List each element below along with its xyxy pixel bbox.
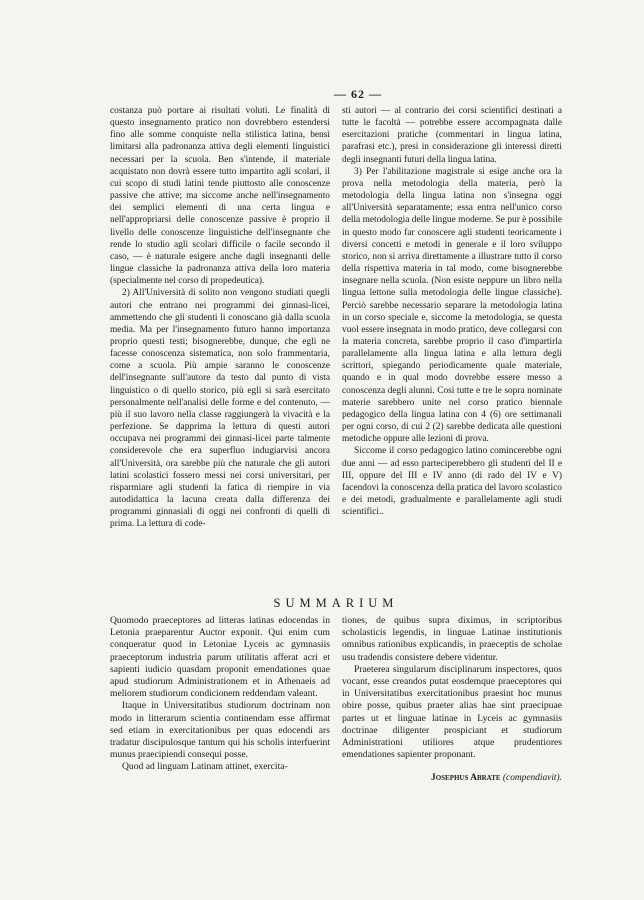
article-body [110, 105, 562, 530]
left-paragraph-2: 2) All'Università di solito non vengono studiati quegli autori che entrano nei programmi dei ginnasi-licei, ammettendo che gli studenti li conoscano già dalla scuola media. Ma per l'insegnamento futuro hanno importanza proprio questi testi; bisognerebbe, dunque, che egli ne facesse conoscenza sistematica, non solo frammentaria, come a scuola. Più ampie saranno le conoscenze dell'insegnante sull'autore da testo dal punto di vista linguistico o di quello storico, più egli si sarà esercitato personalmente nell'analisi delle forme e del contenuto, — più il suo lavoro nella classe raggiungerà la vivacità e la perfezione. Se dapprima la lettura di questi autori occupava nei programmi dei ginnasi-licei parte talmente considerevole che era superfluo indugiarvisi ancora all'Università, ora sarebbe più che naturale che gli autori latini scolastici fossero messi nei corsi universitari, per risparmiare agli studenti la fatica di riempire in via autodidattica la lacuna creata dalla differenza dei programmi ginnasiali di oggi nei confronti di quelli di prima. La lettura di code- [110, 288, 330, 530]
left-paragraph-1: costanza può portare ai risultati voluti. Le finalità di questo insegnamento pratico non dovrebbero estendersi fino alle somme conquiste nella stilistica latina, bensì limitarsi alla padronanza attiva degli elementi linguistici necessari per la scuola. Ben s'intende, il materiale acquistato non dovrà essere tutto impartito agli scolari, il cui scopo di studi latini tende piuttosto alle conoscenze passive che attive; ma siccome anche nell'insegnamento dei semplici elementi di una certa lingua e nell'appropriarsi delle conoscenze passive è proprio il livello delle conoscenze linguistiche dell'insegnante che rende lo studio agli scolari difficile o facile secondo il caso, — è naturale esigere anche dagli insegnanti delle lingue classiche la padronanza attiva della loro materia (specialmente nel corso di propedeutica). [110, 106, 330, 287]
signature-note: (compendiavit). [502, 773, 562, 784]
signature [342, 773, 562, 783]
summarium-left-paragraph-2: Itaque in Universitatibus studiorum doctrinam non modo in litterarum scientia continendam esse affirmat sed etiam in exercitationibus per quas edocendi ars tradatur discipulosque tantum qui his scholis interfuerint munus praecipiendi consequi posse. [110, 700, 330, 761]
right-column [342, 105, 562, 530]
signature-name: Josephus Abrate [431, 773, 501, 784]
summarium-body [110, 615, 562, 783]
summarium-right-paragraph-1: tiones, de quibus supra diximus, in scriptoribus scholasticis legendis, in linguae Latinae institutionis omnibus rationibus explicandis, in praeceptis de scholae usu tradendis consistere debere videntur. [342, 615, 562, 663]
left-column [110, 105, 330, 530]
summarium-left-column [110, 615, 330, 783]
right-paragraph-1: sti autori — al contrario dei corsi scientifici destinati a tutte le facoltà — potrebbe essere accompagnata dalle esercitazioni pratiche (commentari in lingua latina, parafrasi etc.), presi in considerazione gli interessi diretti degli insegnanti futuri della lingua latina. [342, 106, 562, 165]
summarium-left-paragraph-1: Quomodo praeceptores ad litteras latinas edocendas in Letonia praeparentur Auctor exponit. Qui enim cum conqueratur quod in Letoniae Lyceis ac gymnasiis praeceptorum industria parum utilitatis afferat acri et sapienti iudicio quasdam proponit emendationes quae apud studiorum Administrationem et in Athenaeis ad meliorem studiorum condicionem reddendam valeant. [110, 615, 330, 700]
right-paragraph-3: Siccome il corso pedagogico latino comincerebbe ogni due anni — ad esso parteciperebbero gli studenti del II e III, oppure del III e IV anno (di rado del IV e V) facendovi la conoscenza della pratica del lavoro scolastico e dei metodi, gradualmente e parallelamente agli studi scientifici.. [342, 446, 562, 518]
summarium-right-paragraph-2: Praeterea singularum disciplinarum inspectores, quos vocant, esse creandos putat eosdemque praeceptores qui in Universitatibus exercitationibus praesint hoc munus obire posse, quibus praeter alias hae sint praecipuae partes ut et linguae latinae in Lyceis ac gymnasiis doctrinae diligenter prospiciant et studiorum Administrationi utiliores atque prudentiores emendationes sapienter proponant. [342, 663, 562, 761]
summarium-heading: SUMMARIUM [273, 596, 399, 610]
page-number: — 62 — [334, 87, 382, 101]
summarium-left-paragraph-3: Quod ad linguam Latinam attinet, exercita- [122, 761, 288, 773]
right-paragraph-2: 3) Per l'abilitazione magistrale si esige anche ora la prova nella metodologia della materia, però la metodologia della lingua latina non s'insegna oggi all'Università separatamente; essa entra nell'unico corso della metodologia delle lingue moderne. Se pur è possibile in questo modo far conoscere agli studenti teoricamente i diversi concetti e metodi in generale e il loro sviluppo storico, non si arriva direttamente a illustrare tutto il corso della rispettiva materia in tal modo, come bisognerebbe insegnare nella scuola. (Non esiste neppure un libro nella lingua lettone sulla metodologia delle lingue classiche). Perciò sarebbe necessario separare la metodologia latina in un corso speciale e, siccome la metodologia, se questa vuol essere insegnata in modo pratico, deve collegarsi con la materia concreta, sarebbe proprio il caso d'impartirla parallelamente alla lingua latina e alla lettura degli scrittori, spiegando periodicamente quale materiale, quando e in qual modo dovrebbe essere messo a conoscenza degli alunni. Così tutte e tre le sopra nominate materie sarebbero unite nel corso pratico biennale pedagogico della lingua latina con 4 (6) ore settimanali per ogni corso, di cui 2 (2) sarebbe dedicata alle questioni metodiche oppure alle lezioni di prova. [342, 166, 562, 445]
summarium-right-column [342, 615, 562, 783]
